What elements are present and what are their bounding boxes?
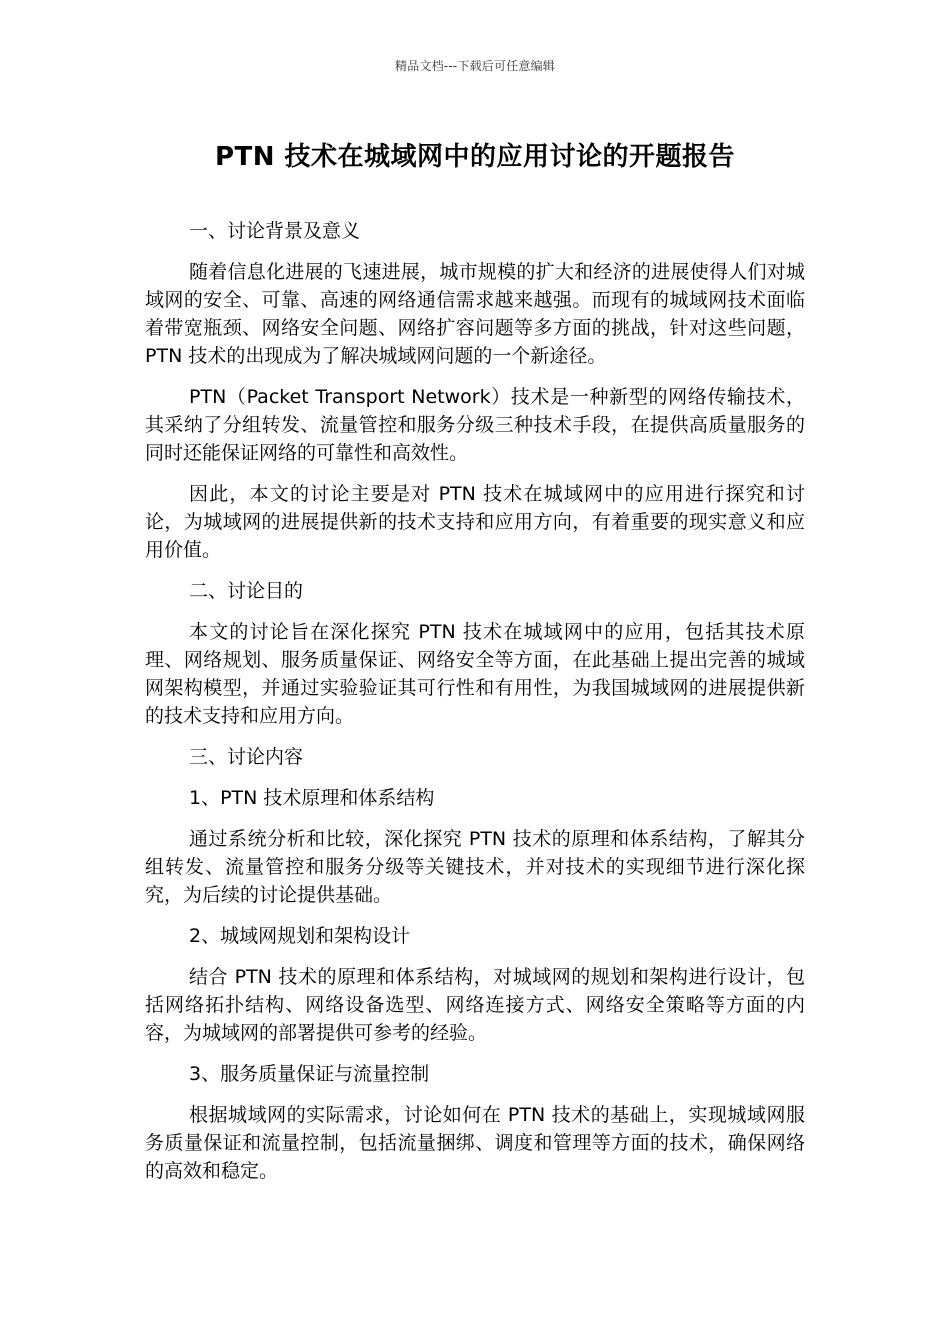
paragraph-qos: 根据城域网的实际需求，讨论如何在 PTN 技术的基础上，实现城域网服务质量保证和流量控制，包括流量捆绑、调度和管理等方面的技术，确保网络的高效和稳定。 xyxy=(145,1104,805,1182)
section-heading-purpose: 二、讨论目的 xyxy=(189,580,304,602)
section-heading-background: 一、讨论背景及意义 xyxy=(189,220,361,242)
subheading-network-planning: 2、城域网规划和架构设计 xyxy=(189,925,411,947)
header-note: 精品文档---下载后可任意编辑 xyxy=(395,59,555,73)
paragraph-network-planning: 结合 PTN 技术的原理和体系结构，对城域网的规划和架构进行设计，包括网络拓扑结构、网络设备选型、网络连接方式、网络安全策略等方面的内容，为城域网的部署提供可参考的经验。 xyxy=(145,966,805,1044)
paragraph-background-2: PTN（Packet Transport Network）技术是一种新型的网络传输技术，其采纳了分组转发、流量管控和服务分级三种技术手段，在提供高质量服务的同时还能保证网络的可靠性和高效性。 xyxy=(145,386,805,464)
paragraph-background-1: 随着信息化进展的飞速进展，城市规模的扩大和经济的进展使得人们对城域网的安全、可靠、高速的网络通信需求越来越强。而现有的城域网技术面临着带宽瓶颈、网络安全问题、网络扩容问题等多方面的挑战，针对这些问题，PTN 技术的出现成为了解决城域网问题的一个新途径。 xyxy=(145,261,805,367)
paragraph-ptn-principle: 通过系统分析和比较，深化探究 PTN 技术的原理和体系结构，了解其分组转发、流量管控和服务分级等关键技术，并对技术的实现细节进行深化探究，为后续的讨论提供基础。 xyxy=(145,828,805,906)
section-heading-content: 三、讨论内容 xyxy=(189,746,304,768)
subheading-qos: 3、服务质量保证与流量控制 xyxy=(189,1063,430,1085)
paragraph-background-3: 因此，本文的讨论主要是对 PTN 技术在城域网中的应用进行探究和讨论，为城域网的进展提供新的技术支持和应用方向，有着重要的现实意义和应用价值。 xyxy=(145,483,805,561)
subheading-ptn-principle: 1、PTN 技术原理和体系结构 xyxy=(189,787,435,809)
paragraph-purpose: 本文的讨论旨在深化探究 PTN 技术在城域网中的应用，包括其技术原理、网络规划、服务质量保证、网络安全等方面，在此基础上提出完善的城域网架构模型，并通过实验验证其可行性和有用性，为我国城域网的进展提供新的技术支持和应用方向。 xyxy=(145,621,805,727)
document-title: PTN 技术在城域网中的应用讨论的开题报告 xyxy=(214,142,736,172)
document-body xyxy=(145,217,805,1198)
